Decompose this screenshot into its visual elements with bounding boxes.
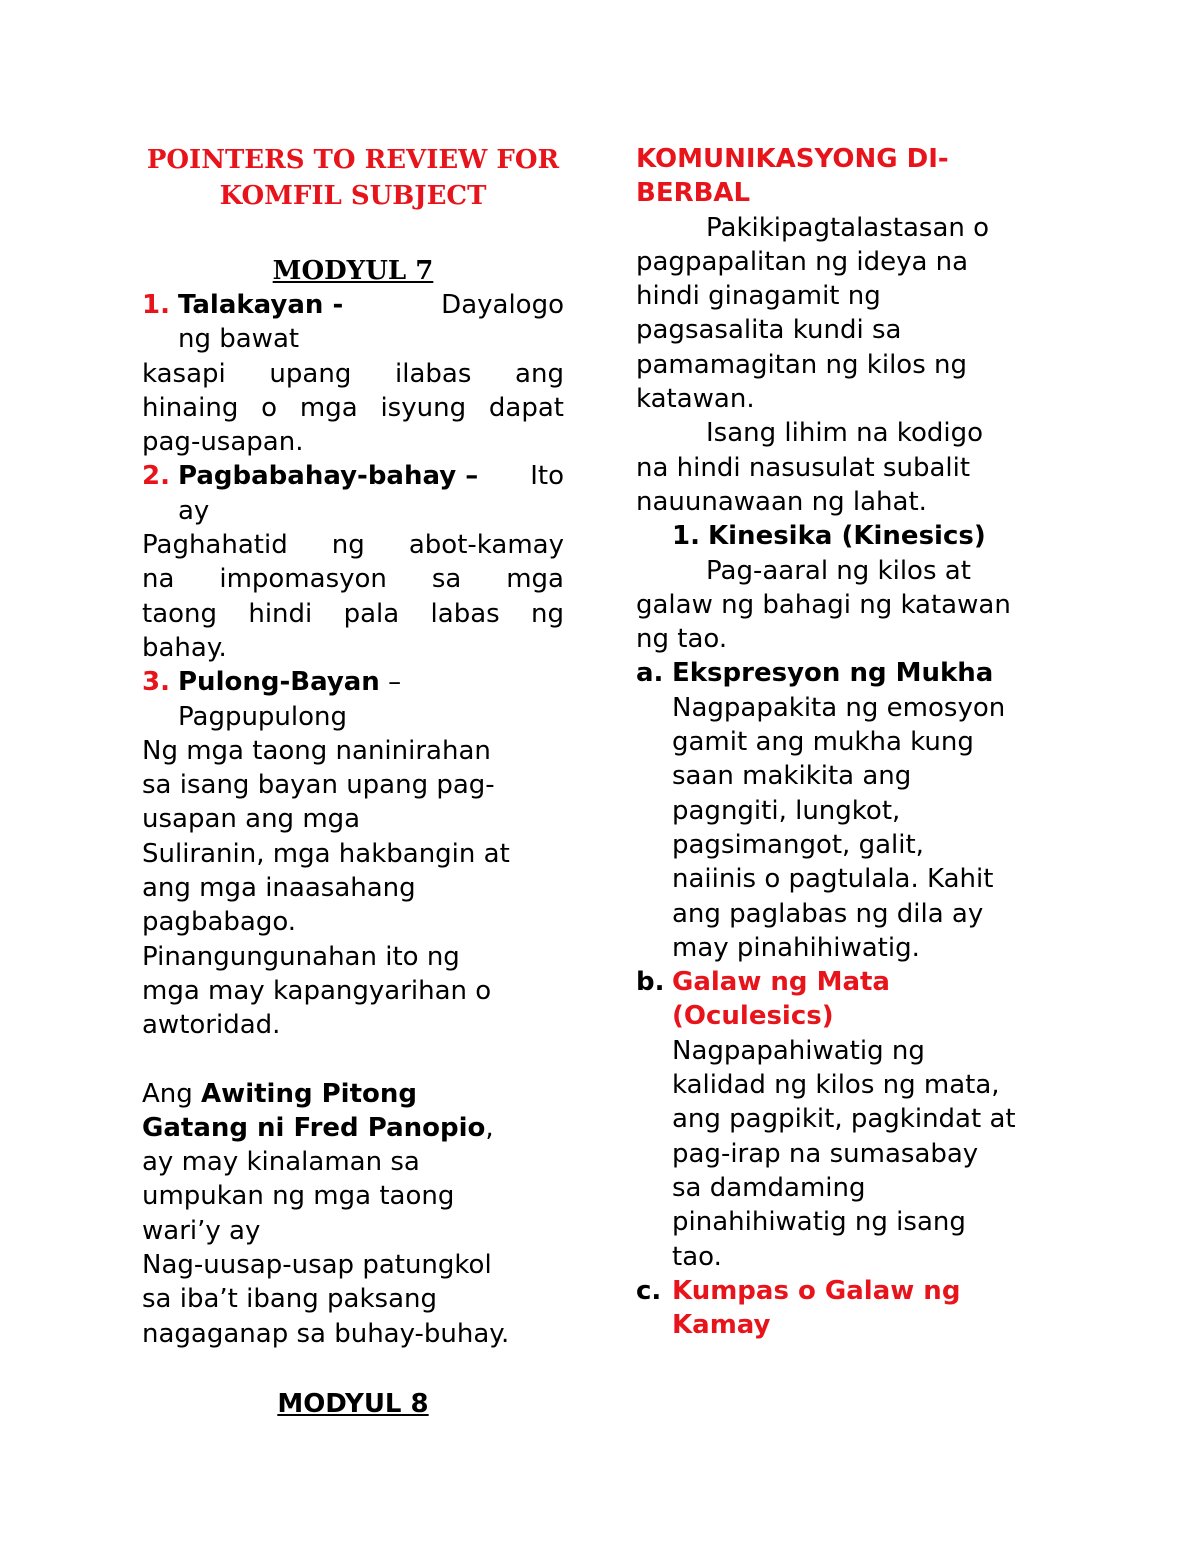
- modyul7-heading: MODYUL 7: [272, 256, 434, 286]
- text-line: ay may kinalaman sa: [142, 1147, 420, 1178]
- item-a-body: [636, 691, 1066, 965]
- justified-line: [142, 528, 564, 562]
- kinesika-body: [636, 554, 1066, 657]
- text-line: Nag-uusap-usap patungkol: [142, 1250, 492, 1281]
- item3-dash: –: [388, 667, 402, 698]
- word: labas: [430, 598, 500, 629]
- item-b-heading: [636, 965, 1066, 999]
- kinesika-number: 1.: [672, 521, 700, 552]
- item-b-label-2: (Oculesics): [672, 1001, 834, 1032]
- word: mga: [506, 564, 564, 595]
- word: upang: [269, 358, 352, 389]
- item2-term: Pagbabahay-bahay –: [178, 461, 479, 492]
- text-line: pagsimangot, galit,: [672, 829, 924, 860]
- word: kasapi: [142, 358, 226, 389]
- item2-body-last: bahay.: [142, 632, 227, 663]
- item-b-label: Galaw ng Mata: [672, 967, 890, 998]
- justified-line: [142, 597, 564, 631]
- awit-title-2: Gatang ni Fred Panopio: [142, 1112, 486, 1143]
- item3-number: 3.: [142, 667, 170, 698]
- word: o: [261, 392, 278, 423]
- item2-cont: ay: [178, 495, 210, 526]
- text-line: ang paglabas ng dila ay: [672, 898, 984, 929]
- item2-body: [142, 528, 564, 631]
- item-a-letter: a.: [636, 658, 664, 689]
- word: mga: [299, 392, 358, 423]
- section-heading-1: KOMUNIKASYONG DI-: [636, 144, 949, 174]
- word: impomasyon: [219, 564, 387, 595]
- item3-head: [142, 665, 564, 699]
- justified-line: [142, 562, 564, 596]
- modyul8-heading: MODYUL 8: [277, 1388, 429, 1419]
- item3-term: Pulong-Bayan: [178, 667, 380, 698]
- item1-body-last: pag-usapan.: [142, 427, 304, 458]
- doc-title-line1: POINTERS TO REVIEW FOR: [146, 145, 560, 175]
- text-line: kalidad ng kilos ng mata,: [672, 1070, 1000, 1101]
- word: sa: [431, 564, 462, 595]
- word: taong: [142, 598, 218, 629]
- kinesika-heading: [636, 519, 1066, 553]
- text-line: saan makikita ang: [672, 761, 912, 792]
- item1-body: [142, 357, 564, 426]
- text-line: Ng mga taong naninirahan: [142, 735, 491, 766]
- text-line: pamamagitan ng kilos ng: [636, 349, 968, 380]
- text-line: sa isang bayan upang pag-: [142, 770, 495, 801]
- text-line: pagsasalita kundi sa: [636, 315, 902, 346]
- text-line: na hindi nasusulat subalit: [636, 452, 971, 483]
- text-line: umpukan ng mga taong: [142, 1181, 455, 1212]
- justified-line: [142, 391, 564, 425]
- text-line: galaw ng bahagi ng katawan: [636, 589, 1011, 620]
- word: hinaing: [142, 392, 239, 423]
- item-a-heading: [636, 656, 1066, 690]
- word: ang: [515, 358, 564, 389]
- item-a-label: Ekspresyon ng Mukha: [672, 658, 994, 689]
- text-line: Nagpapakita ng emosyon: [672, 692, 1006, 723]
- right-column: [636, 142, 1066, 1342]
- text-line: Suliranin, mga hakbangin at: [142, 838, 510, 869]
- left-column: [142, 142, 564, 1421]
- awit-title: Awiting Pitong: [201, 1078, 417, 1109]
- text-line: pagbabago.: [142, 907, 297, 938]
- word: dapat: [488, 392, 564, 423]
- item1-term: Talakayan -: [178, 290, 344, 320]
- word: ng: [331, 530, 365, 561]
- item3-cont: Pagpupulong: [178, 701, 348, 732]
- text-line: pag-irap na sumasabay: [672, 1138, 979, 1169]
- text-line: sa iba’t ibang paksang: [142, 1284, 437, 1315]
- text-line: pinahihiwatig ng isang: [672, 1207, 966, 1238]
- item1-cont: ng bawat: [178, 324, 300, 355]
- text-line: usapan ang mga: [142, 804, 361, 835]
- text-line: nagaganap sa buhay-buhay.: [142, 1318, 510, 1349]
- text-line: mga may kapangyarihan o: [142, 975, 492, 1006]
- word: abot-kamay: [408, 530, 564, 561]
- word: ng: [531, 598, 564, 629]
- text-line: nauunawaan ng lahat.: [636, 486, 927, 517]
- item2-head: [142, 459, 564, 493]
- item3-body: [142, 734, 564, 1043]
- item-b-letter: b.: [636, 967, 665, 998]
- text-line: katawan.: [636, 384, 755, 415]
- word: pala: [343, 598, 400, 629]
- text-line: Nagpapahiwatig ng: [672, 1035, 925, 1066]
- awit-line1: Ang Awiting Pitong: [142, 1078, 417, 1109]
- text-line: hindi ginagamit ng: [636, 281, 881, 312]
- word: hindi: [248, 598, 313, 629]
- item1-first: Dayalogo: [441, 290, 564, 320]
- awit-body: [142, 1145, 564, 1351]
- doc-title-line2: KOMFIL SUBJECT: [219, 181, 487, 211]
- item1-number: 1.: [142, 290, 170, 320]
- definition-paragraph: [636, 211, 1066, 417]
- item-c-label-2: Kamay: [672, 1310, 771, 1341]
- section-heading-2: BERBAL: [636, 178, 751, 209]
- awit-line2: Gatang ni Fred Panopio,: [142, 1112, 494, 1143]
- item2-first: Ito: [530, 461, 564, 492]
- word: ilabas: [395, 358, 472, 389]
- item-c-label: Kumpas o Galaw ng: [672, 1275, 961, 1306]
- text-line: may pinahihiwatig.: [672, 932, 920, 963]
- item-c-letter: c.: [636, 1275, 662, 1306]
- text-line: Pinangungunahan ito ng: [142, 941, 460, 972]
- item1-head: [142, 288, 564, 322]
- text-line: pagngiti, lungkot,: [672, 795, 901, 826]
- second-paragraph: [636, 416, 1066, 519]
- item2-number: 2.: [142, 461, 170, 492]
- text-line: pagpapalitan ng ideya na: [636, 246, 969, 277]
- text-line: Pakikipagtalastasan o: [706, 212, 990, 243]
- word: na: [142, 564, 175, 595]
- text-line: ng tao.: [636, 624, 728, 655]
- text-line: tao.: [672, 1241, 722, 1272]
- justified-line: [142, 357, 564, 391]
- text-line: Pag-aaral ng kilos at: [706, 555, 971, 586]
- text-line: ang mga inaasahang: [142, 873, 416, 904]
- text-line: sa damdaming: [672, 1172, 866, 1203]
- text-line: wari’y ay: [142, 1215, 261, 1246]
- word: isyung: [380, 392, 467, 423]
- item-c-heading: [636, 1274, 1066, 1308]
- kinesika-label: Kinesika (Kinesics): [708, 521, 986, 552]
- text-line: ang pagpikit, pagkindat at: [672, 1104, 1016, 1135]
- word: Paghahatid: [142, 530, 288, 561]
- text-line: gamit ang mukha kung: [672, 727, 974, 758]
- text-line: naiinis o pagtulala. Kahit: [672, 864, 994, 895]
- text-line: awtoridad.: [142, 1010, 281, 1041]
- text-line: Isang lihim na kodigo: [706, 418, 983, 449]
- item-b-body: [636, 1034, 1066, 1274]
